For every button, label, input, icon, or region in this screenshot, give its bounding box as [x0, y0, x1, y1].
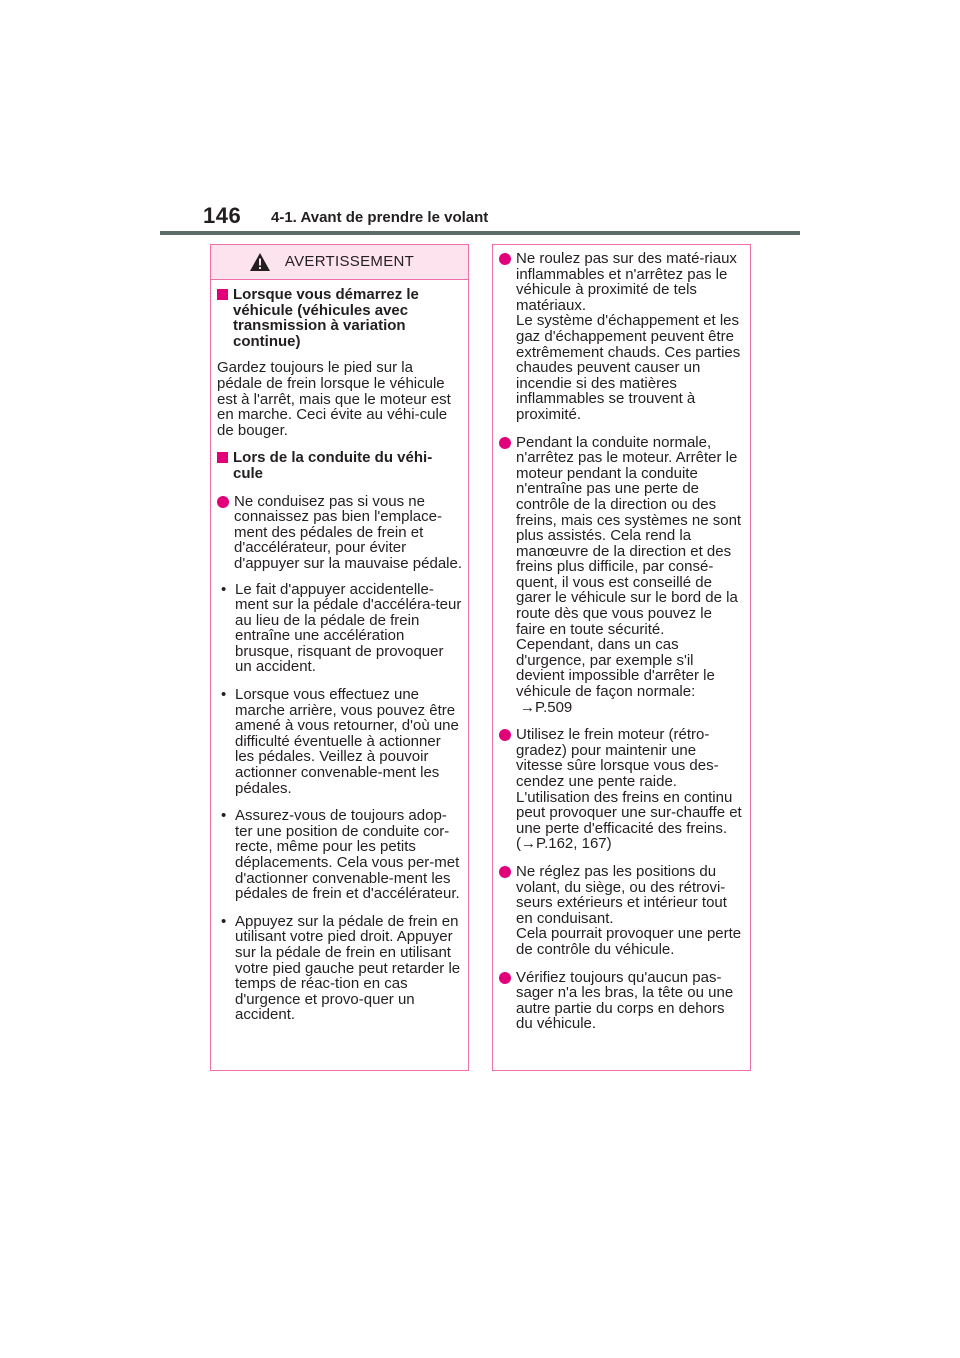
- page-reference: →P.509: [520, 698, 573, 716]
- list-item: Ne conduisez pas si vous ne connaissez pas bien l'emplace-ment des pédales de frein et d'accélérateur, pour éviter d'appuyer sur la mauvaise pédale.: [217, 494, 462, 572]
- dot-bullet-icon: •: [221, 580, 227, 598]
- circle-bullet-icon: [499, 729, 511, 741]
- sub-list-item: • Appuyez sur la pédale de frein en utilisant votre pied droit. Appuyer sur la pédale de frein en utilisant votre pied gauche peut retarder le temps de réac-tion en cas d'urgence et provo-quer un accident.: [217, 914, 462, 1023]
- list-item: Ne roulez pas sur des maté-riaux inflammables et n'arrêtez pas le véhicule à proximité de tels matériaux. Le système d'échappement et les gaz d'échappement peuvent être extrêmement chauds. Ces parties chaudes peuvent causer un incendie si des matières inflammables se trouvent à proximité.: [499, 251, 744, 423]
- circle-bullet-icon: [499, 253, 511, 265]
- circle-bullet-icon: [499, 866, 511, 878]
- dot-bullet-icon: •: [221, 807, 227, 825]
- section-title: 4-1. Avant de prendre le volant: [271, 209, 489, 226]
- square-bullet-icon: [217, 452, 228, 463]
- warning-box-right: [492, 244, 751, 1071]
- list-item: Vérifiez toujours qu'aucun pas-sager n'a les bras, la tête ou une autre partie du corps en dehors du véhicule.: [499, 970, 744, 1032]
- warning-box-left: [210, 244, 469, 1071]
- warning-label: AVERTISSEMENT: [284, 253, 415, 271]
- circle-bullet-icon: [499, 972, 511, 984]
- circle-bullet-icon: [217, 496, 229, 508]
- warning-header: [211, 245, 468, 280]
- list-item: Pendant la conduite normale, n'arrêtez pas le moteur. Arrêter le moteur pendant la conduite n'entraîne pas une perte de contrôle de la direction ou des freins, mais ces systèmes ne sont plus assistés. Cela rend la manœuvre de la direction et des freins plus difficile, par consé-quent, il vous est conseillé de garer le véhicule sur le bord de la route dès que vous pouvez le faire en toute sécurité. Cependant, dans un cas d'urgence, par exemple s'il devient impossible d'arrêter le véhicule de façon normale: →P.509: [499, 435, 744, 716]
- sub-list-item: • Assurez-vous de toujours adop-ter une position de conduite cor-recte, même pour les petits déplacements. Cela vous per-met d'actionner convenable-ment les pédales de frein et d'accélérateur.: [217, 808, 462, 902]
- warning-triangle-icon: [249, 252, 271, 272]
- page-number: 146: [203, 203, 242, 228]
- header-rule: [160, 231, 800, 235]
- paragraph: Gardez toujours le pied sur la pédale de frein lorsque le véhicule est à l'arrêt, mais que le moteur est en marche. Ceci évite au véhi-cule de bouger.: [217, 359, 451, 439]
- sub-list-item: • Le fait d'appuyer accidentelle-ment sur la pédale d'accéléra-teur au lieu de la pédale de frein entraîne une accélération brusque, risquant de provoquer un accident.: [217, 582, 462, 676]
- dot-bullet-icon: •: [221, 912, 227, 930]
- square-bullet-icon: [217, 289, 228, 300]
- heading-driving: Lors de la conduite du véhi-cule: [217, 450, 462, 481]
- circle-bullet-icon: [499, 437, 511, 449]
- list-item: Utilisez le frein moteur (rétro-gradez) pour maintenir une vitesse sûre lorsque vous des-cendez une pente raide. L'utilisation des freins en continu peut provoquer une sur-chauffe et une perte d'efficacité des freins. (→P.162, 167): [499, 727, 744, 852]
- heading-starting: Lorsque vous démarrez le véhicule (véhicules avec transmission à variation continue): [217, 287, 462, 349]
- dot-bullet-icon: •: [221, 686, 227, 704]
- list-item: Ne réglez pas les positions du volant, du siège, ou des rétrovi-seurs extérieurs et intérieur tout en conduisant. Cela pourrait provoquer une perte de contrôle du véhicule.: [499, 864, 744, 958]
- sub-list-item: • Lorsque vous effectuez une marche arrière, vous pouvez être amené à vous retourner, d'où une difficulté éventuelle à actionner les pédales. Veillez à pouvoir actionner convenable-ment les pédales.: [217, 687, 462, 796]
